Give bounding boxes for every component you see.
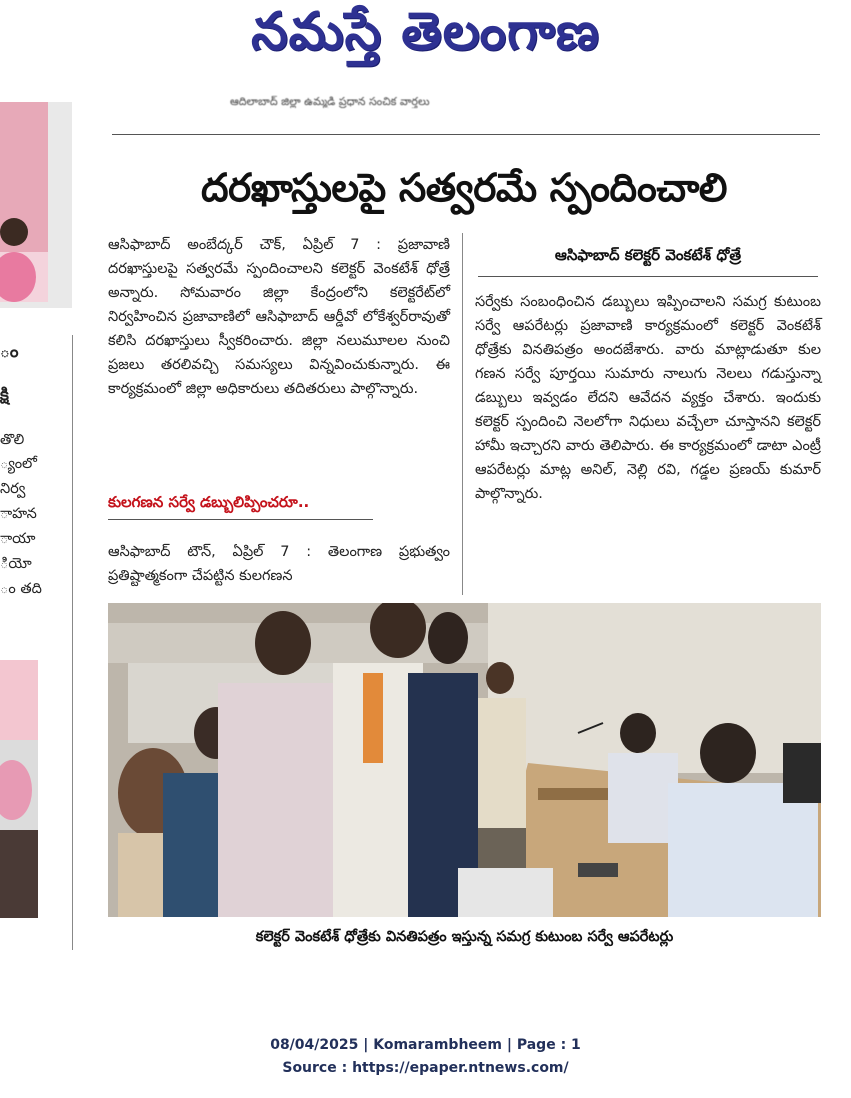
masthead-rule [112, 134, 820, 135]
footer-edition-info: 08/04/2025 | Komarambheem | Page : 1 [270, 1037, 581, 1053]
left-fragment: ియో [0, 556, 32, 572]
left-fragment: తొలి [0, 432, 25, 448]
left-fragment: ాయా [0, 531, 36, 547]
article-subhead: ఆసిఫాబాద్ కలెక్టర్ వెంకటేశ్ ధోత్రే [554, 246, 742, 264]
left-fragment: ్యంలో [0, 456, 37, 472]
left-column-divider [72, 335, 73, 950]
left-fragment: ం తది [0, 581, 42, 597]
article-body-col1: ఆసిఫాబాద్ అంబేద్కర్ చౌక్, ఏప్రిల్ 7 : ప్రజావాణి దరఖాస్తులపై సత్వరమే స్పందించాలని కలెక్టర్ వెంకటేశ్ ధోత్రే అన్నారు. సోమవారం జిల్లా కేంద్రంలోని కలెక్టరేట్‌లో నిర్వహించిన ప్రజావాణిలో ఆసిఫాబాద్ ఆర్డీవో లోకేశ్వర్‌రావుతో కలిసి దరఖాస్తులు స్వీకరించారు. జిల్లా నలుమూలల నుంచి ప్రజలు తరలివచ్చి సమస్యలు విన్నవించుకున్నారు. ఈ కార్యక్రమంలో జిల్లా అధికారులు తదితరులు పాల్గొన్నారు. [108, 237, 450, 397]
masthead-subtitle: ఆదిలాబాద్ జిల్లా ఉమ్మడి ప్రధాన సంచిక వార్తలు [230, 96, 430, 108]
left-fragment: ం [0, 342, 19, 362]
article-body-col2: సర్వేకు సంబంధించిన డబ్బులు ఇప్పించాలని సమగ్ర కుటుంబ సర్వే ఆపరేటర్లు ప్రజావాణి కార్యక్రమంలో కలెక్టర్ వెంకటేశ్ ధోత్రేకు వినతిపత్రం అందజేశారు. వారు మాట్లాడుతూ కుల గణన సర్వే పూర్తయి సుమారు నాలుగు నెలలు గడుస్తున్నా డబ్బులు ఇవ్వడం లేదని ఆవేదన వ్యక్తం చేశారు. ఇందుకు కలెక్టర్ స్పందించి నెలలోగా నిధులు వచ్చేలా చూస్తానని కలెక్టర్ హామీ ఇచ్చారని వారు తెలిపారు. ఈ కార్యక్రమంలో డాటా ఎంట్రీ ఆపరేటర్లు మాట్ల అనిల్, నెల్లి రవి, గడ్డల ప్రణయ్ కుమార్ పాల్గొన్నారు. [475, 294, 821, 502]
left-fragment: ాహన [0, 506, 37, 522]
article-body-col1-part2: ఆసిఫాబాద్ టౌన్, ఏప్రిల్ 7 : తెలంగాణ ప్రభుత్వం ప్రతిష్టాత్మకంగా చేపట్టిన కులగణన [108, 544, 450, 584]
column-divider [462, 233, 463, 595]
subhead-rule [478, 276, 818, 277]
footer-source: Source : https://epaper.ntnews.com/ [282, 1060, 569, 1076]
red-subhead-rule [108, 519, 373, 520]
masthead-title: నమస్తే తెలంగాణ [251, 2, 600, 62]
article-photo [108, 603, 821, 917]
left-column-photo-2 [0, 660, 38, 918]
left-column-photo-frame [0, 102, 72, 308]
article-headline: దరఖాస్తులపై సత్వరమే స్పందించాలి [201, 166, 727, 211]
left-fragment: క్షి [0, 385, 9, 405]
left-column-photo [0, 102, 72, 308]
photo-caption: కలెక్టర్ వెంకటేశ్ ధోత్రేకు వినతిపత్రం ఇస్తున్న సమగ్ర కుటుంబ సర్వే ఆపరేటర్లు [255, 929, 674, 945]
article-red-subhead: కులగణన సర్వే డబ్బులిప్పించరూ.. [108, 493, 310, 511]
left-fragment: నిర్వ [0, 481, 26, 497]
